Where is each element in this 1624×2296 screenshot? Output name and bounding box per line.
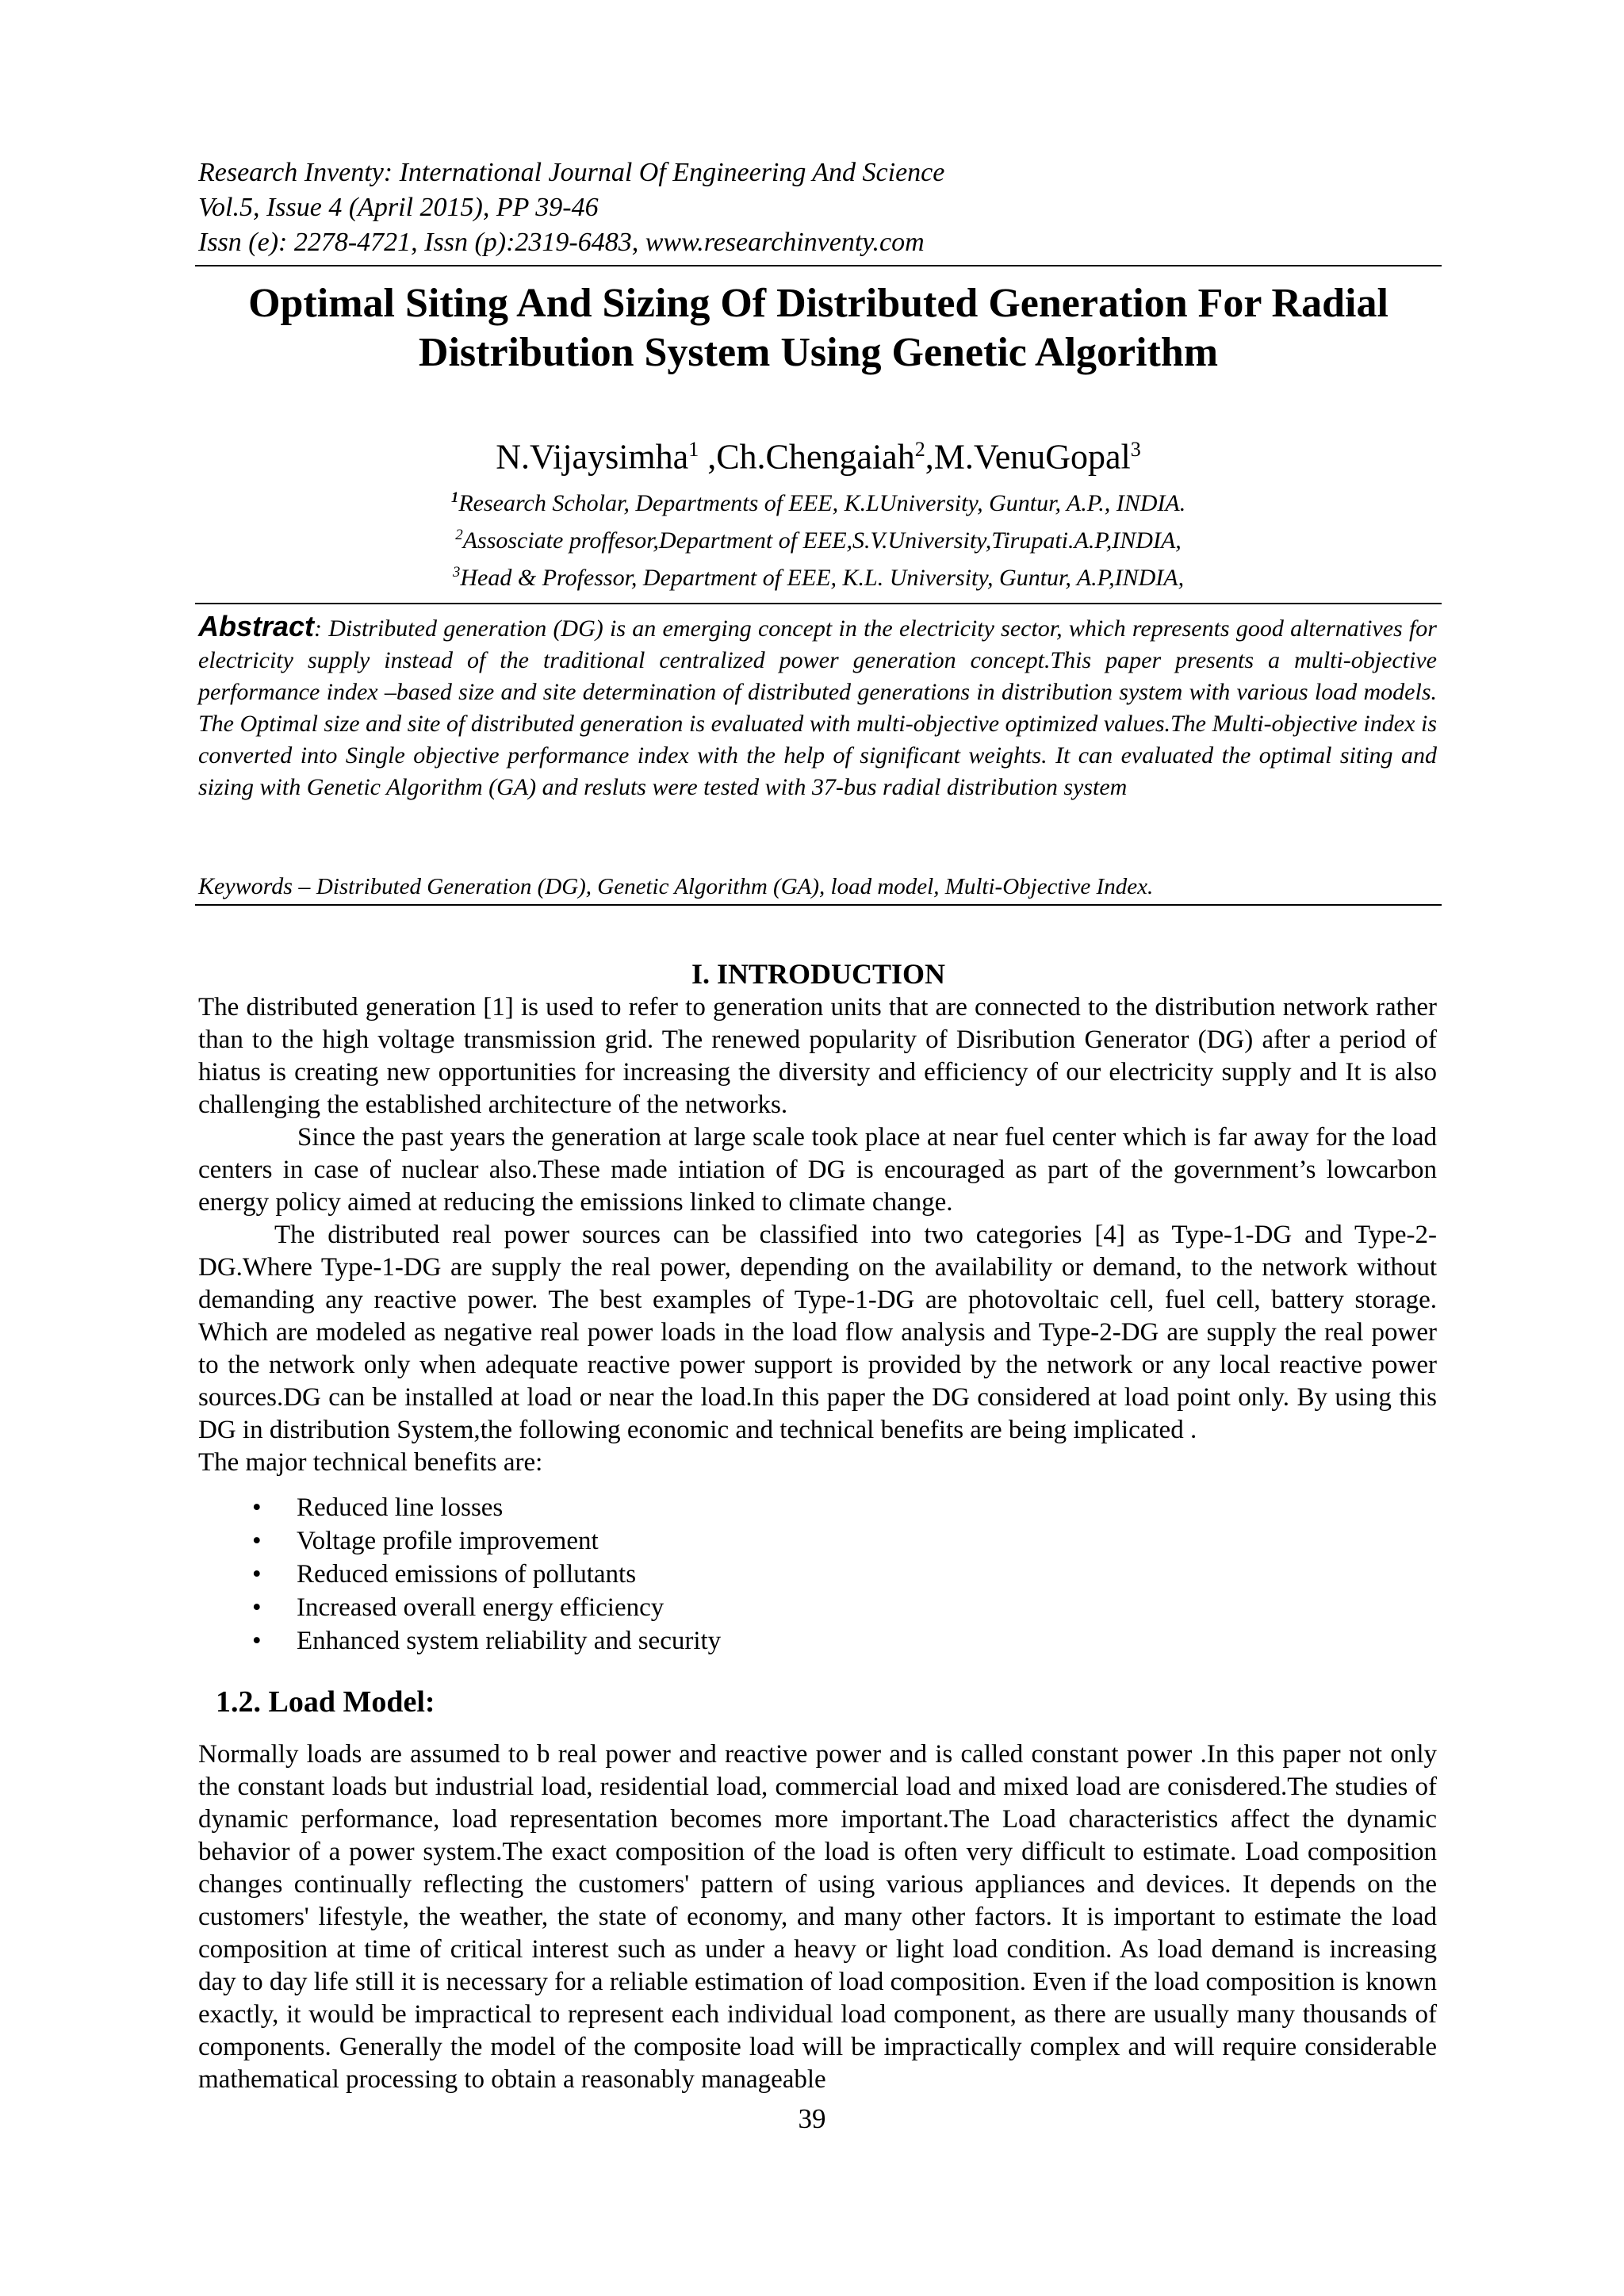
abstract xyxy=(198,611,1437,803)
load-model-paragraph: Normally loads are assumed to b real power and reactive power and is called constant power .In this paper not only the constant loads but industrial load, residential load, commercial load and mixed load are conisdered.The studies of dynamic performance, load representation becomes more important.The Load characteristics affect the dynamic behavior of a power system.The exact composition of the load is often very difficult to estimate. Load composition changes continually reflecting the customers' pattern of using various appliances and devices. It depends on the customers' lifestyle, the weather, the state of economy, and many other factors. It is important to estimate the load composition at time of critical interest such as under a heavy or light load condition. As load demand is increasing day to day life still it is necessary for a reliable estimation of load composition. Even if the load composition is known exactly, it would be impractical to represent each individual load component, as there are usually many thousands of components. Generally the model of the composite load will be impractically complex and will require considerable mathematical processing to obtain a reasonably manageable xyxy=(198,1740,1437,2094)
page-number: 39 xyxy=(798,2103,826,2134)
author-name: ,Ch.Chengaiah xyxy=(699,437,915,477)
list-item-text: Increased overall energy efficiency xyxy=(297,1593,665,1622)
keywords-text: Distributed Generation (DG), Genetic Algorithm (GA), load model, Multi-Objective Index. xyxy=(316,874,1154,899)
bullet-icon: • xyxy=(252,1593,262,1622)
bullet-icon: • xyxy=(252,1493,262,1522)
intro-paragraph-4: The major technical benefits are: xyxy=(198,1448,543,1477)
author-list xyxy=(195,428,1442,479)
intro-paragraph-1: The distributed generation [1] is used to refer to generation units that are connected to the distribution network rather than to the high voltage transmission grid. The renewed popularity of Disribution Generator (DG) after a period of hiatus is creating new opportunities for increasing the diversity and efficiency of our electricity supply and It is also challenging the established architecture of the networks. xyxy=(198,993,1437,1119)
affiliation-sup: 2 xyxy=(455,527,463,543)
list-item xyxy=(198,1491,1150,1524)
abstract-text: : Distributed generation (DG) is an emerging concept in the electricity sector, which represents good alternatives for electricity supply instead of the traditional centralized power generation concept.This paper presents a multi-objective performance index –based size and site determination of distributed generations in distribution system with various load models. The Optimal size and site of distributed generation is evaluated with multi-objective optimized values.The Multi-objective index is converted into Single objective performance index with the help of significant weights. It can evaluated the optimal siting and sizing with Genetic Algorithm (GA) and resluts were tested with 37-bus radial distribution system xyxy=(198,615,1437,800)
header-rule xyxy=(195,265,1442,266)
keywords-rule xyxy=(195,904,1442,906)
paper-title xyxy=(195,279,1442,378)
affiliation-2 xyxy=(195,519,1442,557)
journal-name: Research Inventy: International Journal Of Engineering And Science xyxy=(198,158,945,187)
affiliation-text: Assosciate proffesor,Department of EEE,S.V.University,Tirupati.A.P,INDIA, xyxy=(462,527,1182,554)
load-model-body xyxy=(198,1738,1437,2096)
affiliation-text: Research Scholar, Departments of EEE, K.LUniversity, Guntur, A.P., INDIA. xyxy=(458,490,1186,516)
author-sup: 1 xyxy=(688,438,699,461)
journal-volume: Vol.5, Issue 4 (April 2015), PP 39-46 xyxy=(198,193,599,222)
abstract-label: Abstract xyxy=(198,610,315,642)
affiliation-text: Head & Professor, Department of EEE, K.L. University, Guntur, A.P,INDIA, xyxy=(460,565,1185,591)
benefits-list xyxy=(198,1491,1150,1658)
keywords xyxy=(198,871,1437,903)
journal-issn: Issn (e): 2278-4721, Issn (p):2319-6483, www.researchinventy.com xyxy=(198,228,925,257)
list-item-text: Enhanced system reliability and security xyxy=(297,1627,722,1655)
list-item-text: Reduced emissions of pollutants xyxy=(297,1560,637,1589)
section-heading-load-model: 1.2. Load Model: xyxy=(216,1685,435,1719)
list-item-text: Voltage profile improvement xyxy=(297,1527,599,1555)
introduction-body xyxy=(198,991,1437,1479)
author-name: ,M.VenuGopal xyxy=(925,437,1131,477)
journal-header xyxy=(198,155,1435,260)
section-heading-introduction: I. INTRODUCTION xyxy=(691,958,946,990)
keywords-label: Keywords – xyxy=(198,873,316,899)
affiliation-1 xyxy=(195,482,1442,519)
list-item-text: Reduced line losses xyxy=(297,1493,504,1522)
affiliation-sup: 1 xyxy=(450,489,459,506)
bullet-icon: • xyxy=(252,1527,262,1555)
title-line-2: Distribution System Using Genetic Algorithm xyxy=(418,330,1219,375)
affiliations xyxy=(195,482,1442,594)
author-name: N.Vijaysimha xyxy=(496,437,689,477)
affiliation-3 xyxy=(195,557,1442,594)
list-item xyxy=(198,1624,1150,1658)
list-item xyxy=(198,1591,1150,1624)
bullet-icon: • xyxy=(252,1560,262,1589)
list-item xyxy=(198,1524,1150,1558)
bullet-icon: • xyxy=(252,1627,262,1655)
affiliation-sup: 3 xyxy=(452,564,461,581)
abstract-top-rule xyxy=(195,603,1442,604)
title-line-1: Optimal Siting And Sizing Of Distributed Generation For Radial xyxy=(248,281,1388,326)
list-item xyxy=(198,1558,1150,1591)
author-sup: 2 xyxy=(914,438,925,461)
intro-paragraph-2: Since the past years the generation at large scale took place at near fuel center which is far away for the load centers in case of nuclear also.These made intiation of DG is encouraged as part of the government’s lowcarbon energy policy aimed at reducing the emissions linked to climate change. xyxy=(198,1123,1437,1217)
intro-paragraph-3: The distributed real power sources can be classified into two categories [4] as Type-1-DG and Type-2-DG.Where Type-1-DG are supply the real power, depending on the availability or demand, to the network without demanding any reactive power. The best examples of Type-1-DG are photovoltaic cell, fuel cell, battery storage. Which are modeled as negative real power loads in the load flow analysis and Type-2-DG are supply the real power to the network only when adequate reactive power support is provided by the network or any local reactive power sources.DG can be installed at load or near the load.In this paper the DG considered at load point only. By using this DG in distribution System,the following economic and technical benefits are being implicated . xyxy=(198,1221,1437,1444)
author-sup: 3 xyxy=(1130,438,1141,461)
